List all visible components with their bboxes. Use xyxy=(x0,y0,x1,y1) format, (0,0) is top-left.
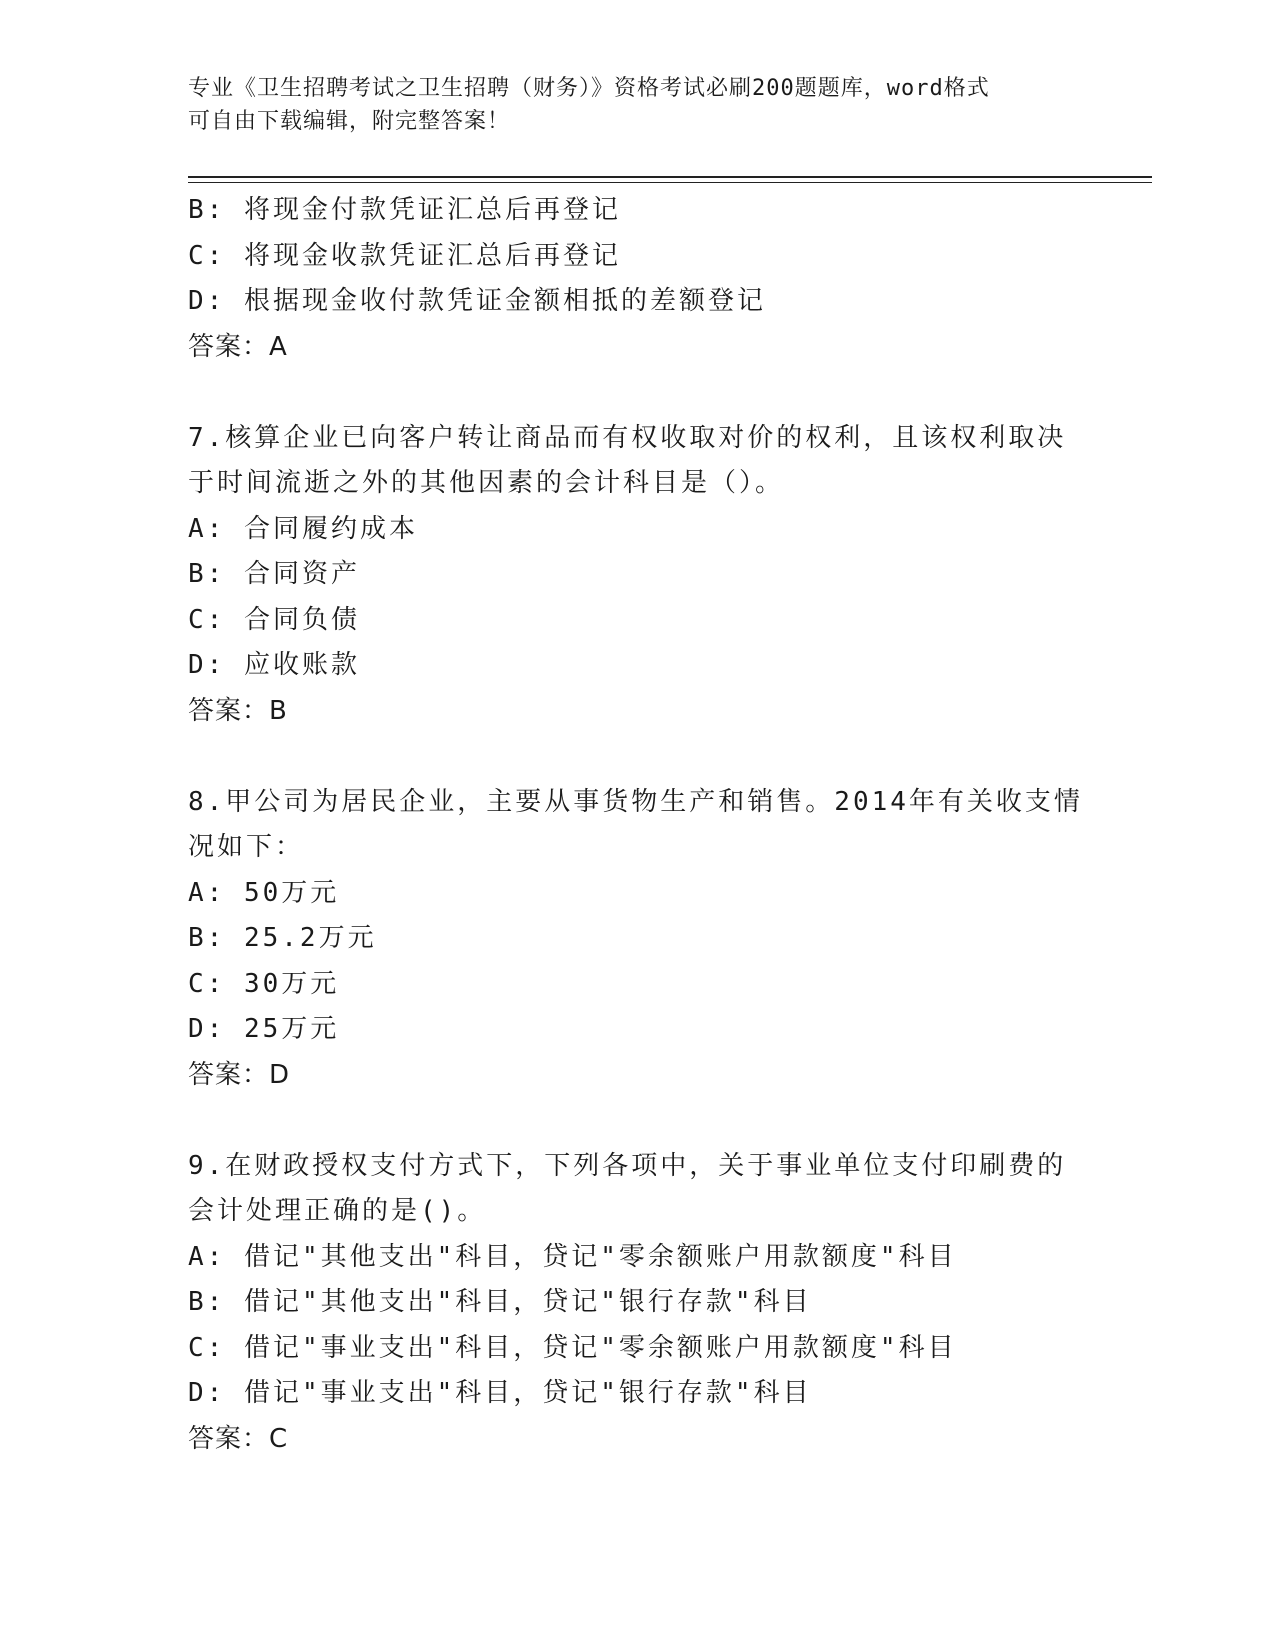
question-list xyxy=(188,188,1088,1462)
option-d: D: 应收账款 xyxy=(188,650,360,680)
question-stem-line: 况如下： xyxy=(188,832,305,862)
question-stem-line: 8.甲公司为居民企业，主要从事货物生产和销售。2014年有关收支情 xyxy=(188,786,1083,817)
header-line-1: 专业《卫生招聘考试之卫生招聘（财务）》资格考试必刷200题题库，word格式 xyxy=(188,76,990,101)
option-a: A: 借记"其他支出"科目，贷记"零余额账户用款额度"科目 xyxy=(188,1241,957,1272)
question-stem-line: 于时间流逝之外的其他因素的会计科目是（）。 xyxy=(188,468,785,498)
option-d: D: 25万元 xyxy=(188,1014,340,1044)
question-stem-line: 会计处理正确的是()。 xyxy=(188,1196,487,1226)
option-b: B: 25.2万元 xyxy=(188,923,377,953)
answer-line: 答案：D xyxy=(188,1059,291,1090)
option-c: C: 借记"事业支出"科目，贷记"零余额账户用款额度"科目 xyxy=(188,1332,957,1363)
option-a: A: 50万元 xyxy=(188,877,340,908)
option-c: C: 合同负债 xyxy=(188,604,360,635)
header-line-2: 可自由下载编辑，附完整答案！ xyxy=(188,109,511,134)
option-d: D: 根据现金收付款凭证金额相抵的差额登记 xyxy=(188,286,766,316)
option-b: B: 将现金付款凭证汇总后再登记 xyxy=(188,195,621,225)
option-b: B: 合同资产 xyxy=(188,559,360,589)
option-a: A: 合同履约成本 xyxy=(188,513,418,544)
option-c: C: 将现金收款凭证汇总后再登记 xyxy=(188,240,621,271)
header-divider-thin xyxy=(188,182,1152,183)
option-d: D: 借记"事业支出"科目，贷记"银行存款"科目 xyxy=(188,1378,812,1408)
question-block-9 xyxy=(188,1144,1088,1463)
answer-line: 答案：C xyxy=(188,1423,289,1454)
question-block-8 xyxy=(188,780,1088,1099)
question-spacer xyxy=(188,1098,1088,1144)
question-block-7 xyxy=(188,416,1088,735)
question-spacer xyxy=(188,370,1088,416)
header-divider-thick xyxy=(188,176,1152,178)
document-header xyxy=(188,72,1068,138)
question-block-previous xyxy=(188,188,1088,370)
question-stem-line: 7.核算企业已向客户转让商品而有权收取对价的权利，且该权利取决 xyxy=(188,422,1067,453)
question-stem-line: 9.在财政授权支付方式下，下列各项中，关于事业单位支付印刷费的 xyxy=(188,1150,1067,1181)
answer-line: 答案：A xyxy=(188,331,288,362)
answer-line: 答案：B xyxy=(188,695,288,726)
question-spacer xyxy=(188,734,1088,780)
option-b: B: 借记"其他支出"科目，贷记"银行存款"科目 xyxy=(188,1287,812,1317)
option-c: C: 30万元 xyxy=(188,968,340,999)
